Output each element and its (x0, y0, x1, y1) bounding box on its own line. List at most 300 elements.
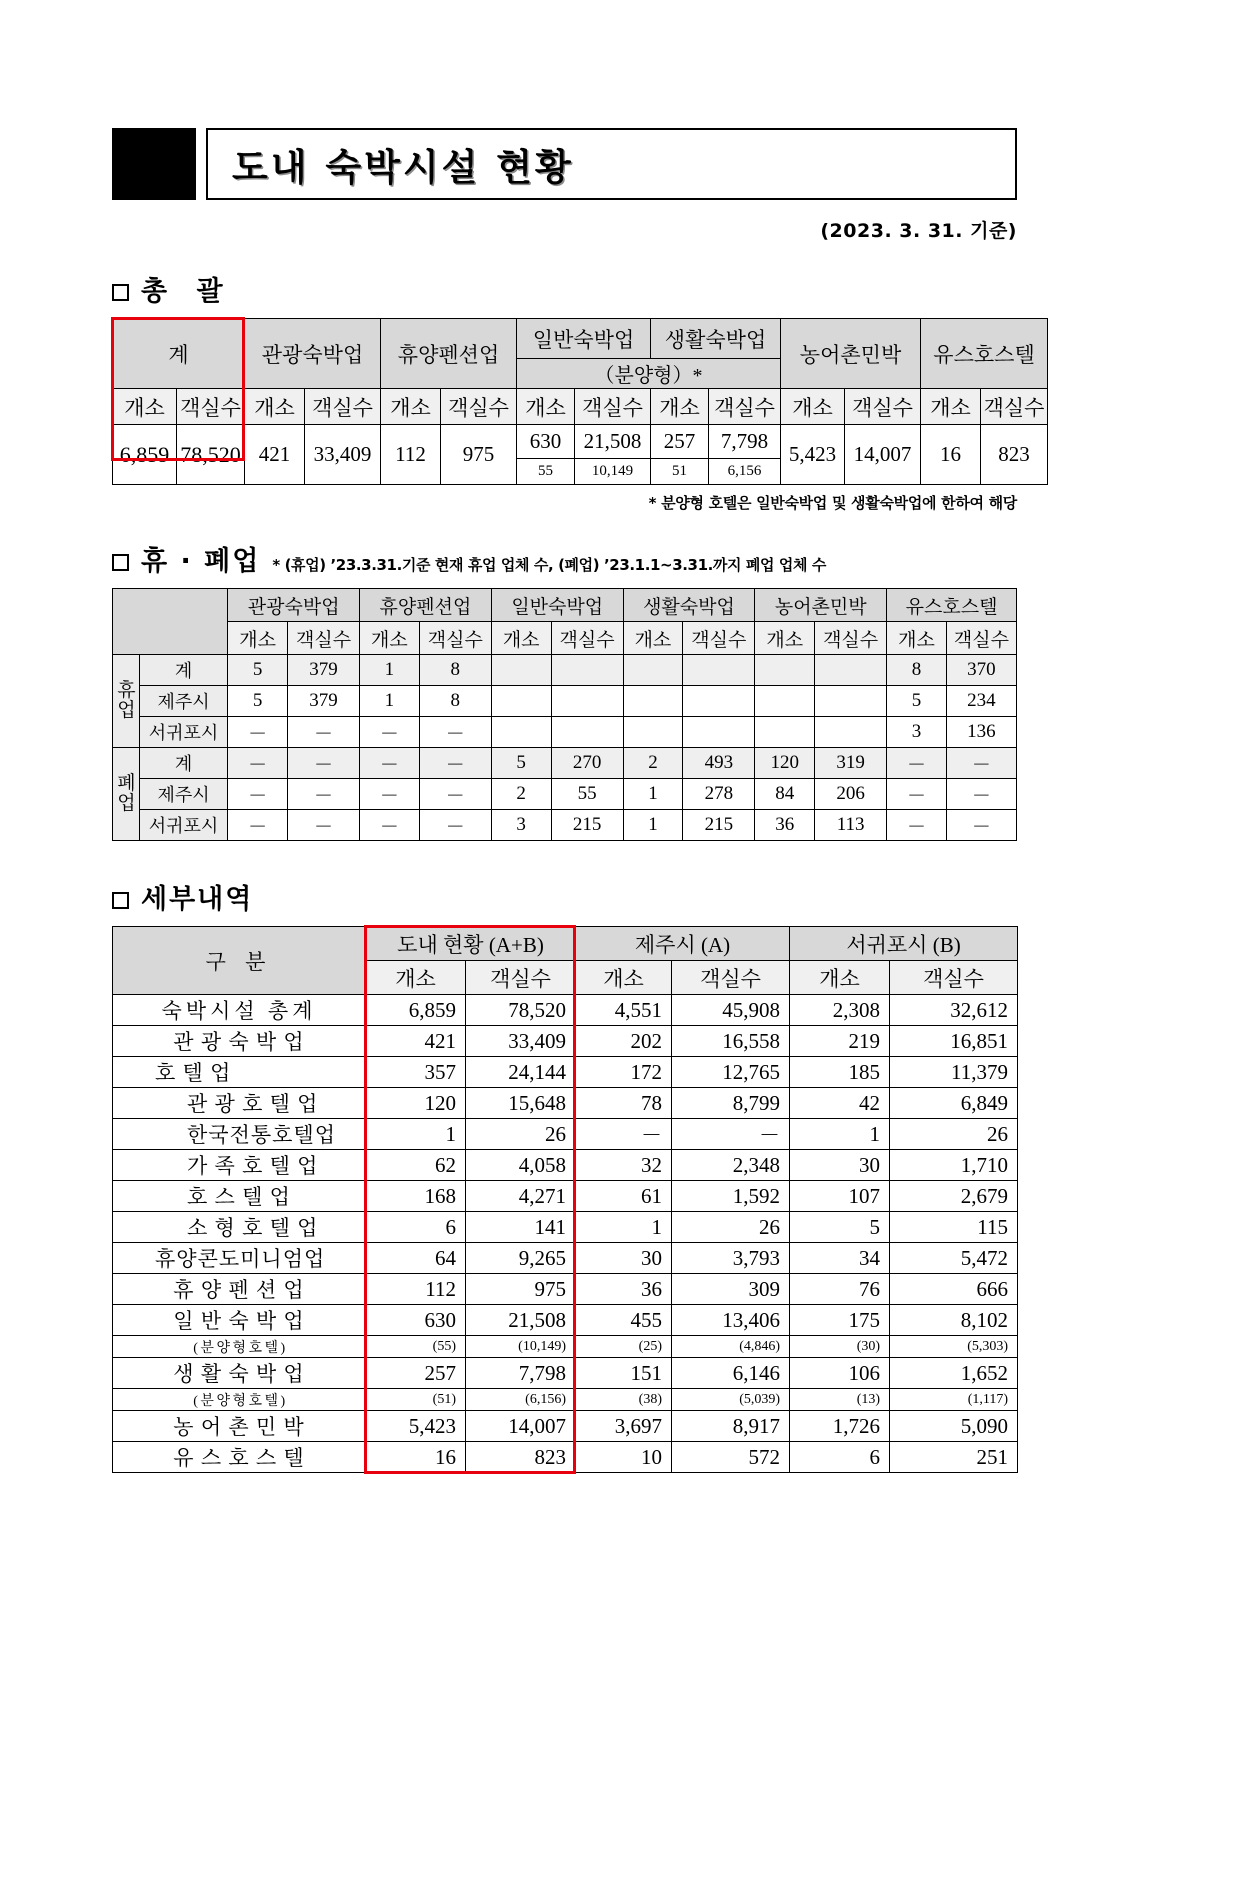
closure-row (113, 717, 1017, 748)
detail-cell: 30 (790, 1150, 890, 1181)
closure-cell (551, 717, 623, 748)
detail-cell: 12,765 (672, 1057, 790, 1088)
closure-cell: 1 (360, 686, 420, 717)
summary-youth-rooms: 823 (981, 425, 1048, 485)
closure-cell: 136 (946, 717, 1016, 748)
detail-subh-jeju-gaeso: 개소 (576, 961, 672, 995)
summary-footnote: * 분양형 호텔은 일반숙박업 및 생활숙박업에 한하여 해당 (648, 494, 1017, 512)
detail-cell: 64 (366, 1243, 466, 1274)
detail-cell: 572 (672, 1442, 790, 1473)
closure-cell: 5 (491, 748, 551, 779)
summary-gye-gaeso: 6,859 (113, 425, 177, 485)
detail-cell: 4,551 (576, 995, 672, 1026)
closure-cell: 5 (228, 686, 288, 717)
detail-cell: 2,308 (790, 995, 890, 1026)
summary-group-rural: 농어촌민박 (781, 319, 921, 389)
closure-cell: 113 (815, 810, 887, 841)
closure-cell (683, 686, 755, 717)
detail-cell: 5 (790, 1212, 890, 1243)
detail-cell: 357 (366, 1057, 466, 1088)
detail-subrow (113, 1389, 1018, 1411)
detail-row (113, 995, 1018, 1026)
detail-row-label: 생 활 숙 박 업 (113, 1358, 366, 1389)
detail-subrow-label: ( 분 양 형 호 텔 ) (113, 1336, 366, 1358)
title-box (206, 128, 1017, 200)
summary-subh-gye-gaeso: 개소 (113, 389, 177, 425)
page-title: 도내 숙박시설 현황 (232, 146, 574, 189)
detail-cell: 975 (466, 1274, 576, 1305)
detail-cell: 6,146 (672, 1358, 790, 1389)
closure-cell: 84 (755, 779, 815, 810)
closure-cell: 370 (946, 655, 1016, 686)
summary-bunyang-label: （분양형）* (517, 359, 781, 389)
detail-cell: 6,859 (366, 995, 466, 1026)
detail-cell: 1 (576, 1212, 672, 1243)
closure-cell: 5 (887, 686, 947, 717)
detail-row-label: 소 형 호 텔 업 (113, 1212, 366, 1243)
summary-group-living: 생활숙박업 (651, 319, 781, 359)
summary-subh-rural-rooms: 객실수 (845, 389, 921, 425)
detail-row (113, 1181, 1018, 1212)
detail-cell: 202 (576, 1026, 672, 1057)
square-bullet-icon (112, 554, 129, 571)
detail-cell: 24,144 (466, 1057, 576, 1088)
summary-subh-pension-gaeso: 개소 (381, 389, 441, 425)
detail-cell: － (672, 1119, 790, 1150)
closure-cell: － (288, 779, 360, 810)
detail-cell: 62 (366, 1150, 466, 1181)
detail-cell: 219 (790, 1026, 890, 1057)
detail-row-label: 관 광 숙 박 업 (113, 1026, 366, 1057)
detail-cell: 15,648 (466, 1088, 576, 1119)
detail-group-province: 도내 현황 (A+B) (366, 927, 576, 961)
detail-cell: 823 (466, 1442, 576, 1473)
closure-cell: 234 (946, 686, 1016, 717)
closure-cell: － (288, 748, 360, 779)
closure-cell: － (887, 748, 947, 779)
closure-cell: － (887, 810, 947, 841)
closure-cell: 493 (683, 748, 755, 779)
closure-cell: 215 (683, 810, 755, 841)
detail-cell: 106 (790, 1358, 890, 1389)
closure-cell: 8 (419, 686, 491, 717)
detail-row (113, 1212, 1018, 1243)
closure-cell: 206 (815, 779, 887, 810)
detail-cell: 4,058 (466, 1150, 576, 1181)
closure-subh-general-gaeso: 개소 (491, 622, 551, 655)
detail-subcell: (51) (366, 1389, 466, 1411)
closure-cell (623, 686, 683, 717)
summary-group-general: 일반숙박업 (517, 319, 651, 359)
document-page (0, 128, 1240, 1882)
detail-cell: 8,799 (672, 1088, 790, 1119)
closure-cell: 1 (623, 779, 683, 810)
closure-cell: 1 (623, 810, 683, 841)
detail-subcell: (55) (366, 1336, 466, 1358)
closure-cell: 1 (360, 655, 420, 686)
detail-cell: 1,652 (890, 1358, 1018, 1389)
detail-subcell: (4,846) (672, 1336, 790, 1358)
detail-cell: 1,726 (790, 1411, 890, 1442)
closure-row-label: 제주시 (139, 686, 228, 717)
closure-cell: － (419, 779, 491, 810)
detail-cell: 32 (576, 1150, 672, 1181)
closure-subheader-row (113, 622, 1017, 655)
detail-cell: 309 (672, 1274, 790, 1305)
summary-subh-youth-rooms: 객실수 (981, 389, 1048, 425)
closure-cell (755, 686, 815, 717)
summary-gye-rooms: 78,520 (177, 425, 245, 485)
closure-cell: － (946, 779, 1016, 810)
summary-tourist-gaeso: 421 (245, 425, 305, 485)
closure-row (113, 810, 1017, 841)
detail-cell: 7,798 (466, 1358, 576, 1389)
closure-subh-living-gaeso: 개소 (623, 622, 683, 655)
detail-cell: 630 (366, 1305, 466, 1336)
detail-cell: 175 (790, 1305, 890, 1336)
summary-subh-tourist-rooms: 객실수 (305, 389, 381, 425)
detail-subh-jeju-rooms: 객실수 (672, 961, 790, 995)
closure-row (113, 748, 1017, 779)
closure-row (113, 686, 1017, 717)
detail-cell: 78,520 (466, 995, 576, 1026)
detail-row-label: 휴 양 펜 션 업 (113, 1274, 366, 1305)
closure-subh-living-rooms: 객실수 (683, 622, 755, 655)
closure-cell: － (228, 717, 288, 748)
closure-cell: 270 (551, 748, 623, 779)
closure-cell: － (419, 748, 491, 779)
closure-cell (491, 686, 551, 717)
closure-cell (623, 655, 683, 686)
summary-general-rooms: 21,508 (575, 425, 651, 459)
detail-row-label: 한국전통호텔업 (113, 1119, 366, 1150)
detail-subcell: (13) (790, 1389, 890, 1411)
detail-subh-province-gaeso: 개소 (366, 961, 466, 995)
detail-row-label: 호 텔 업 (113, 1057, 366, 1088)
summary-youth-gaeso: 16 (921, 425, 981, 485)
detail-cell: 3,697 (576, 1411, 672, 1442)
closure-col-youth: 유스호스텔 (887, 589, 1017, 622)
detail-cell: 34 (790, 1243, 890, 1274)
detail-cell: 455 (576, 1305, 672, 1336)
closure-cell (491, 655, 551, 686)
summary-subh-general-gaeso: 개소 (517, 389, 575, 425)
summary-group-tourist: 관광숙박업 (245, 319, 381, 389)
closure-cell: 379 (288, 686, 360, 717)
summary-pension-rooms: 975 (441, 425, 517, 485)
closure-subh-tourist-gaeso: 개소 (228, 622, 288, 655)
closure-row-label: 계 (139, 748, 228, 779)
detail-cell: 45,908 (672, 995, 790, 1026)
title-black-block (112, 128, 196, 200)
detail-cell: 172 (576, 1057, 672, 1088)
summary-table (112, 318, 1048, 485)
summary-subh-living-rooms: 객실수 (709, 389, 781, 425)
closure-corner-cell (113, 589, 228, 655)
detail-cell: 151 (576, 1358, 672, 1389)
detail-cell: 6,849 (890, 1088, 1018, 1119)
detail-subcell: (25) (576, 1336, 672, 1358)
closure-cell: 278 (683, 779, 755, 810)
detail-subh-seogwipo-rooms: 객실수 (890, 961, 1018, 995)
section-title-closure: 휴 · 폐업 (141, 546, 261, 577)
summary-group-pension: 휴양펜션업 (381, 319, 517, 389)
detail-row-label: 관 광 호 텔 업 (113, 1088, 366, 1119)
closure-cell (551, 655, 623, 686)
detail-cell: 61 (576, 1181, 672, 1212)
detail-cell: 13,406 (672, 1305, 790, 1336)
closure-row (113, 655, 1017, 686)
closure-subh-youth-rooms: 객실수 (946, 622, 1016, 655)
section-title-summary: 총 괄 (141, 276, 233, 307)
detail-cell: 6 (366, 1212, 466, 1243)
summary-group-gye: 계 (113, 319, 245, 389)
detail-cell: 115 (890, 1212, 1018, 1243)
summary-group-header-row (113, 319, 1048, 359)
closure-subh-general-rooms: 객실수 (551, 622, 623, 655)
closure-row-label: 계 (139, 655, 228, 686)
detail-cell: 21,508 (466, 1305, 576, 1336)
closure-subh-rural-gaeso: 개소 (755, 622, 815, 655)
closure-cell: － (360, 779, 420, 810)
detail-cell: 141 (466, 1212, 576, 1243)
detail-cell: 1,710 (890, 1150, 1018, 1181)
document-title-bar (112, 128, 1017, 200)
detail-cell: 26 (890, 1119, 1018, 1150)
section-heading-summary (112, 269, 1240, 308)
summary-bunyang-living-rooms: 6,156 (709, 459, 781, 485)
closure-cell: － (228, 779, 288, 810)
closure-col-living: 생활숙박업 (623, 589, 755, 622)
detail-row (113, 1442, 1018, 1473)
closure-cell: － (228, 810, 288, 841)
closure-subh-pension-rooms: 객실수 (419, 622, 491, 655)
detail-cell: 76 (790, 1274, 890, 1305)
section-note-closure: * (휴업) ’23.3.31.기준 현재 휴업 업체 수, (폐업) ’23.1.1~3.31.까지 폐업 업체 수 (272, 556, 827, 574)
closure-subh-tourist-rooms: 객실수 (288, 622, 360, 655)
summary-subheader-row (113, 389, 1048, 425)
detail-group-jeju: 제주시 (A) (576, 927, 790, 961)
summary-bunyang-general-gaeso: 55 (517, 459, 575, 485)
closure-cell: － (228, 748, 288, 779)
closure-cell: 8 (887, 655, 947, 686)
detail-cell: 26 (466, 1119, 576, 1150)
detail-row (113, 1119, 1018, 1150)
detail-row (113, 1411, 1018, 1442)
detail-cell: 10 (576, 1442, 672, 1473)
summary-living-gaeso: 257 (651, 425, 709, 459)
closure-row-label: 서귀포시 (139, 810, 228, 841)
detail-row-label: 휴양콘도미니엄업 (113, 1243, 366, 1274)
closure-cell (815, 655, 887, 686)
detail-table-wrap (112, 926, 1017, 1473)
detail-row (113, 1088, 1018, 1119)
detail-row (113, 1305, 1018, 1336)
summary-subh-living-gaeso: 개소 (651, 389, 709, 425)
detail-cell: 1 (366, 1119, 466, 1150)
closure-cell: － (946, 810, 1016, 841)
detail-cell: 36 (576, 1274, 672, 1305)
closure-col-tourist: 관광숙박업 (228, 589, 360, 622)
closure-cell: 5 (228, 655, 288, 686)
detail-subcell: (5,039) (672, 1389, 790, 1411)
summary-bunyang-general-rooms: 10,149 (575, 459, 651, 485)
detail-cell: 5,423 (366, 1411, 466, 1442)
summary-living-rooms: 7,798 (709, 425, 781, 459)
detail-cell: 42 (790, 1088, 890, 1119)
detail-row-label: 숙박시설 총계 (113, 995, 366, 1026)
closure-cell: － (419, 810, 491, 841)
closure-table-body (113, 655, 1017, 841)
closure-cell (683, 655, 755, 686)
closure-table (112, 588, 1017, 841)
detail-cell: 26 (672, 1212, 790, 1243)
detail-table (112, 926, 1018, 1473)
summary-subh-gye-rooms: 객실수 (177, 389, 245, 425)
detail-cell: 8,102 (890, 1305, 1018, 1336)
closure-cell: － (288, 717, 360, 748)
detail-row-label: 호 스 텔 업 (113, 1181, 366, 1212)
closure-subh-pension-gaeso: 개소 (360, 622, 420, 655)
closure-cell (815, 717, 887, 748)
closure-row-label: 제주시 (139, 779, 228, 810)
summary-group-youth: 유스호스텔 (921, 319, 1048, 389)
closure-col-general: 일반숙박업 (491, 589, 623, 622)
closure-row (113, 779, 1017, 810)
detail-cell: 16 (366, 1442, 466, 1473)
detail-subcell: (30) (790, 1336, 890, 1358)
summary-rural-gaeso: 5,423 (781, 425, 845, 485)
detail-cell: 6 (790, 1442, 890, 1473)
detail-cell: － (576, 1119, 672, 1150)
detail-subcell: (6,156) (466, 1389, 576, 1411)
detail-table-body (113, 995, 1018, 1473)
detail-cell: 16,851 (890, 1026, 1018, 1057)
summary-pension-gaeso: 112 (381, 425, 441, 485)
detail-cell: 120 (366, 1088, 466, 1119)
closure-cell: － (946, 748, 1016, 779)
section-heading-closure (112, 539, 1240, 578)
closure-cell (755, 717, 815, 748)
summary-subh-general-rooms: 객실수 (575, 389, 651, 425)
detail-row-label: 유 스 호 스 텔 (113, 1442, 366, 1473)
detail-cell: 421 (366, 1026, 466, 1057)
summary-data-row-main (113, 425, 1048, 459)
detail-row (113, 1274, 1018, 1305)
detail-subh-province-rooms: 객실수 (466, 961, 576, 995)
closure-cell: － (360, 810, 420, 841)
detail-subh-seogwipo-gaeso: 개소 (790, 961, 890, 995)
summary-tourist-rooms: 33,409 (305, 425, 381, 485)
detail-cell: 78 (576, 1088, 672, 1119)
closure-cell: 215 (551, 810, 623, 841)
detail-col-gubun: 구 분 (113, 927, 366, 995)
closure-cell: 8 (419, 655, 491, 686)
detail-row-label: 가 족 호 텔 업 (113, 1150, 366, 1181)
closure-cell: 3 (491, 810, 551, 841)
closure-cell: 36 (755, 810, 815, 841)
detail-cell: 33,409 (466, 1026, 576, 1057)
detail-row-label: 일 반 숙 박 업 (113, 1305, 366, 1336)
detail-cell: 112 (366, 1274, 466, 1305)
summary-subh-rural-gaeso: 개소 (781, 389, 845, 425)
detail-cell: 9,265 (466, 1243, 576, 1274)
closure-cell: 2 (491, 779, 551, 810)
closure-cell: 3 (887, 717, 947, 748)
detail-row-label: 농 어 촌 민 박 (113, 1411, 366, 1442)
detail-cell: 4,271 (466, 1181, 576, 1212)
detail-cell: 16,558 (672, 1026, 790, 1057)
detail-subcell: (38) (576, 1389, 672, 1411)
detail-cell: 8,917 (672, 1411, 790, 1442)
section-title-detail: 세부내역 (141, 884, 254, 915)
detail-cell: 257 (366, 1358, 466, 1389)
summary-subh-pension-rooms: 객실수 (441, 389, 517, 425)
detail-cell: 251 (890, 1442, 1018, 1473)
detail-cell: 185 (790, 1057, 890, 1088)
closure-subh-youth-gaeso: 개소 (887, 622, 947, 655)
detail-cell: 1 (790, 1119, 890, 1150)
detail-cell: 168 (366, 1181, 466, 1212)
summary-table-wrap (112, 318, 1045, 485)
section-heading-detail (112, 877, 1240, 916)
detail-cell: 2,348 (672, 1150, 790, 1181)
closure-header-row (113, 589, 1017, 622)
closure-cell: 319 (815, 748, 887, 779)
summary-bunyang-living-gaeso: 51 (651, 459, 709, 485)
closure-cell: 379 (288, 655, 360, 686)
summary-general-gaeso: 630 (517, 425, 575, 459)
detail-subrow (113, 1336, 1018, 1358)
detail-cell: 30 (576, 1243, 672, 1274)
detail-row (113, 1026, 1018, 1057)
closure-group-label: 휴 업 (113, 655, 140, 748)
closure-cell: 55 (551, 779, 623, 810)
detail-cell: 14,007 (466, 1411, 576, 1442)
detail-cell: 3,793 (672, 1243, 790, 1274)
detail-group-header-row (113, 927, 1018, 961)
detail-row (113, 1243, 1018, 1274)
closure-cell: － (360, 717, 420, 748)
closure-row-label: 서귀포시 (139, 717, 228, 748)
square-bullet-icon (112, 284, 129, 301)
closure-cell: － (360, 748, 420, 779)
summary-rural-rooms: 14,007 (845, 425, 921, 485)
detail-row (113, 1057, 1018, 1088)
detail-subcell: (1,117) (890, 1389, 1018, 1411)
closure-cell (755, 655, 815, 686)
detail-cell: 666 (890, 1274, 1018, 1305)
detail-row (113, 1358, 1018, 1389)
closure-cell: 120 (755, 748, 815, 779)
closure-cell (623, 717, 683, 748)
closure-subh-rural-rooms: 객실수 (815, 622, 887, 655)
closure-cell (815, 686, 887, 717)
detail-subrow-label: ( 분 양 형 호 텔 ) (113, 1389, 366, 1411)
closure-cell: － (288, 810, 360, 841)
detail-group-seogwipo: 서귀포시 (B) (790, 927, 1018, 961)
closure-cell (551, 686, 623, 717)
closure-cell (491, 717, 551, 748)
square-bullet-icon (112, 892, 129, 909)
detail-cell: 2,679 (890, 1181, 1018, 1212)
as-of-date: (2023. 3. 31. 기준) (820, 220, 1017, 242)
closure-cell: 2 (623, 748, 683, 779)
closure-cell: － (887, 779, 947, 810)
detail-subcell: (5,303) (890, 1336, 1018, 1358)
summary-subh-tourist-gaeso: 개소 (245, 389, 305, 425)
closure-col-pension: 휴양펜션업 (360, 589, 492, 622)
